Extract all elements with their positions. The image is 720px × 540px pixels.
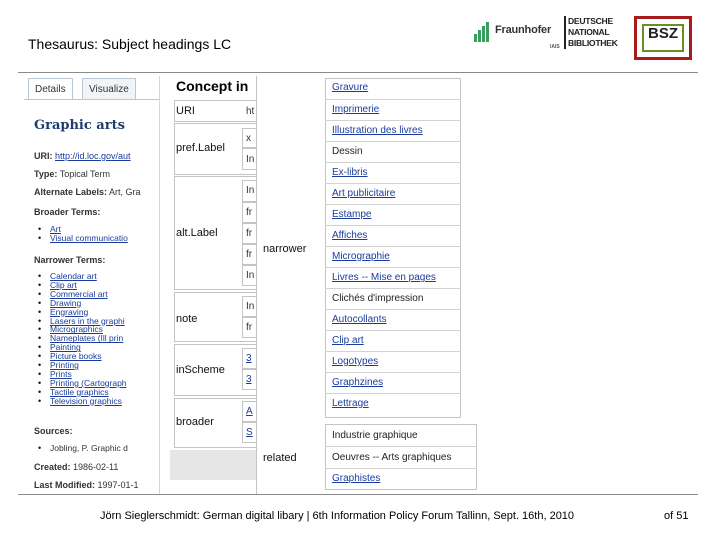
list-item[interactable]: • Picture books	[50, 352, 127, 361]
list-item[interactable]: • Micrographics	[50, 325, 127, 334]
list-item[interactable]: • Tactile graphics	[50, 388, 127, 397]
list-item[interactable]: • Engraving	[50, 308, 127, 317]
narrower-item: Clichés d'impression	[332, 293, 424, 304]
narrower-link[interactable]: Autocollants	[332, 314, 387, 325]
cell-link[interactable]: A	[246, 406, 253, 417]
inscheme-label: inScheme	[176, 364, 225, 376]
narrower-link[interactable]: Illustration des livres	[332, 125, 423, 136]
list-item[interactable]: • Commercial art	[50, 290, 127, 299]
narrower-link[interactable]: Graphzines	[332, 377, 384, 388]
cell: In	[246, 301, 255, 312]
list-item[interactable]: • Painting	[50, 343, 127, 352]
list-item[interactable]: • Prints	[50, 370, 127, 379]
narrower-label: narrower	[263, 243, 307, 255]
page-number: of 51	[664, 510, 689, 522]
alt-label-label: alt.Label	[176, 227, 218, 239]
narrower-link[interactable]: Affiches	[332, 230, 368, 241]
slide-title: Thesaurus: Subject headings LC	[28, 36, 232, 52]
cell: In	[246, 154, 255, 165]
modified-row	[34, 480, 139, 490]
fraunhofer-mark-icon	[474, 22, 492, 42]
narrower-link[interactable]: Estampe	[332, 209, 372, 220]
cell: fr	[246, 207, 253, 218]
scroll-area	[170, 450, 262, 480]
tab-bar	[24, 76, 160, 100]
related-label: related	[263, 452, 297, 464]
narrower-link[interactable]: Clip art	[332, 335, 364, 346]
list-item[interactable]: • Television graphics	[50, 397, 127, 406]
broader-label: broader	[176, 416, 214, 428]
narrower-link[interactable]: Gravure	[332, 82, 369, 93]
list-item[interactable]: • Nameplates (Ill prin	[50, 334, 127, 343]
broader-terms-label: Broader Terms:	[34, 207, 101, 217]
narrower-item: Dessin	[332, 146, 363, 157]
type-value: Topical Term	[59, 169, 111, 179]
created-row	[34, 462, 118, 472]
footer-rule	[18, 494, 698, 495]
sources-list	[50, 444, 128, 453]
fraunhofer-logo	[474, 22, 566, 50]
skos-concept-panel	[170, 76, 262, 494]
related-item: Oeuvres -- Arts graphiques	[332, 452, 452, 463]
tab-details[interactable]: Details	[28, 78, 73, 100]
dnb-line: DEUTSCHE	[564, 16, 626, 27]
concept-heading: Graphic arts	[34, 118, 125, 133]
broader-terms-list	[50, 225, 128, 243]
alt-labels-label: Alternate Labels:	[34, 187, 108, 197]
cell: fr	[246, 249, 253, 260]
uri-label: URI	[176, 105, 195, 117]
list-item[interactable]: • Calendar art	[50, 272, 127, 281]
created-label: Created:	[34, 462, 71, 472]
list-item[interactable]: • Clip art	[50, 281, 127, 290]
concept-title: Concept in	[176, 78, 249, 94]
modified-value: 1997-01-1	[97, 480, 139, 490]
cell: fr	[246, 322, 253, 333]
list-item[interactable]: • Visual communicatio	[50, 234, 128, 243]
list-item[interactable]: • Printing	[50, 361, 127, 370]
list-item[interactable]: • Drawing	[50, 299, 127, 308]
modified-label: Last Modified:	[34, 480, 95, 490]
cell: fr	[246, 228, 253, 239]
dnb-logo	[564, 16, 626, 56]
dnb-line: NATIONAL	[564, 27, 626, 38]
bsz-text: BSZ	[648, 25, 678, 42]
tab-visualize[interactable]: Visualize	[82, 78, 136, 100]
header-rule	[18, 72, 698, 73]
narrower-link[interactable]: Logotypes	[332, 356, 379, 367]
narrower-link[interactable]: Lettrage	[332, 398, 369, 409]
narrower-link[interactable]: Art publicitaire	[332, 188, 396, 199]
narrower-link[interactable]: Imprimerie	[332, 104, 380, 115]
narrower-terms-list	[50, 272, 127, 406]
cell: In	[246, 185, 255, 196]
list-item[interactable]: • Art	[50, 225, 128, 234]
alt-labels-row	[34, 187, 141, 197]
alt-labels-value: Art, Gra	[109, 187, 141, 197]
bsz-logo	[634, 16, 692, 60]
footer-text: Jörn Sieglerschmidt: German digital libary | 6th Information Policy Forum Tallinn, Sept. 16th, 2010	[100, 510, 575, 522]
related-link[interactable]: Graphistes	[332, 473, 381, 484]
cell: x	[246, 133, 251, 144]
list-item[interactable]: • Printing (Cartograph	[50, 379, 127, 388]
dnb-line: BIBLIOTHEK	[564, 38, 626, 49]
relations-panel	[256, 76, 484, 494]
uri-row	[34, 151, 131, 161]
cell: In	[246, 270, 255, 281]
list-item: • Jobling, P. Graphic d	[50, 444, 128, 453]
narrower-link[interactable]: Livres -- Mise en pages	[332, 272, 436, 283]
sources-label: Sources:	[34, 426, 73, 436]
logo-group	[474, 16, 696, 66]
note-label: note	[176, 313, 198, 325]
related-item: Industrie graphique	[332, 430, 418, 441]
narrower-link[interactable]: Ex-libris	[332, 167, 368, 178]
type-row	[34, 169, 110, 179]
lc-details-panel	[24, 76, 160, 494]
type-label: Type:	[34, 169, 58, 179]
cell-link[interactable]: 3	[246, 353, 252, 364]
uri-cell: ht	[246, 106, 255, 117]
uri-link[interactable]: http://id.loc.gov/aut	[55, 151, 131, 161]
narrower-terms-label: Narrower Terms:	[34, 255, 106, 265]
fraunhofer-text: Fraunhofer	[495, 24, 552, 36]
pref-label-label: pref.Label	[176, 142, 225, 154]
fraunhofer-sub: IAIS	[550, 44, 560, 50]
created-value: 1986-02-11	[73, 462, 119, 472]
narrower-link[interactable]: Micrographie	[332, 251, 390, 262]
list-item[interactable]: • Lasers in the graphi	[50, 317, 127, 326]
cell-link[interactable]: S	[246, 427, 253, 438]
cell-link[interactable]: 3	[246, 374, 252, 385]
uri-label: URI:	[34, 151, 53, 161]
